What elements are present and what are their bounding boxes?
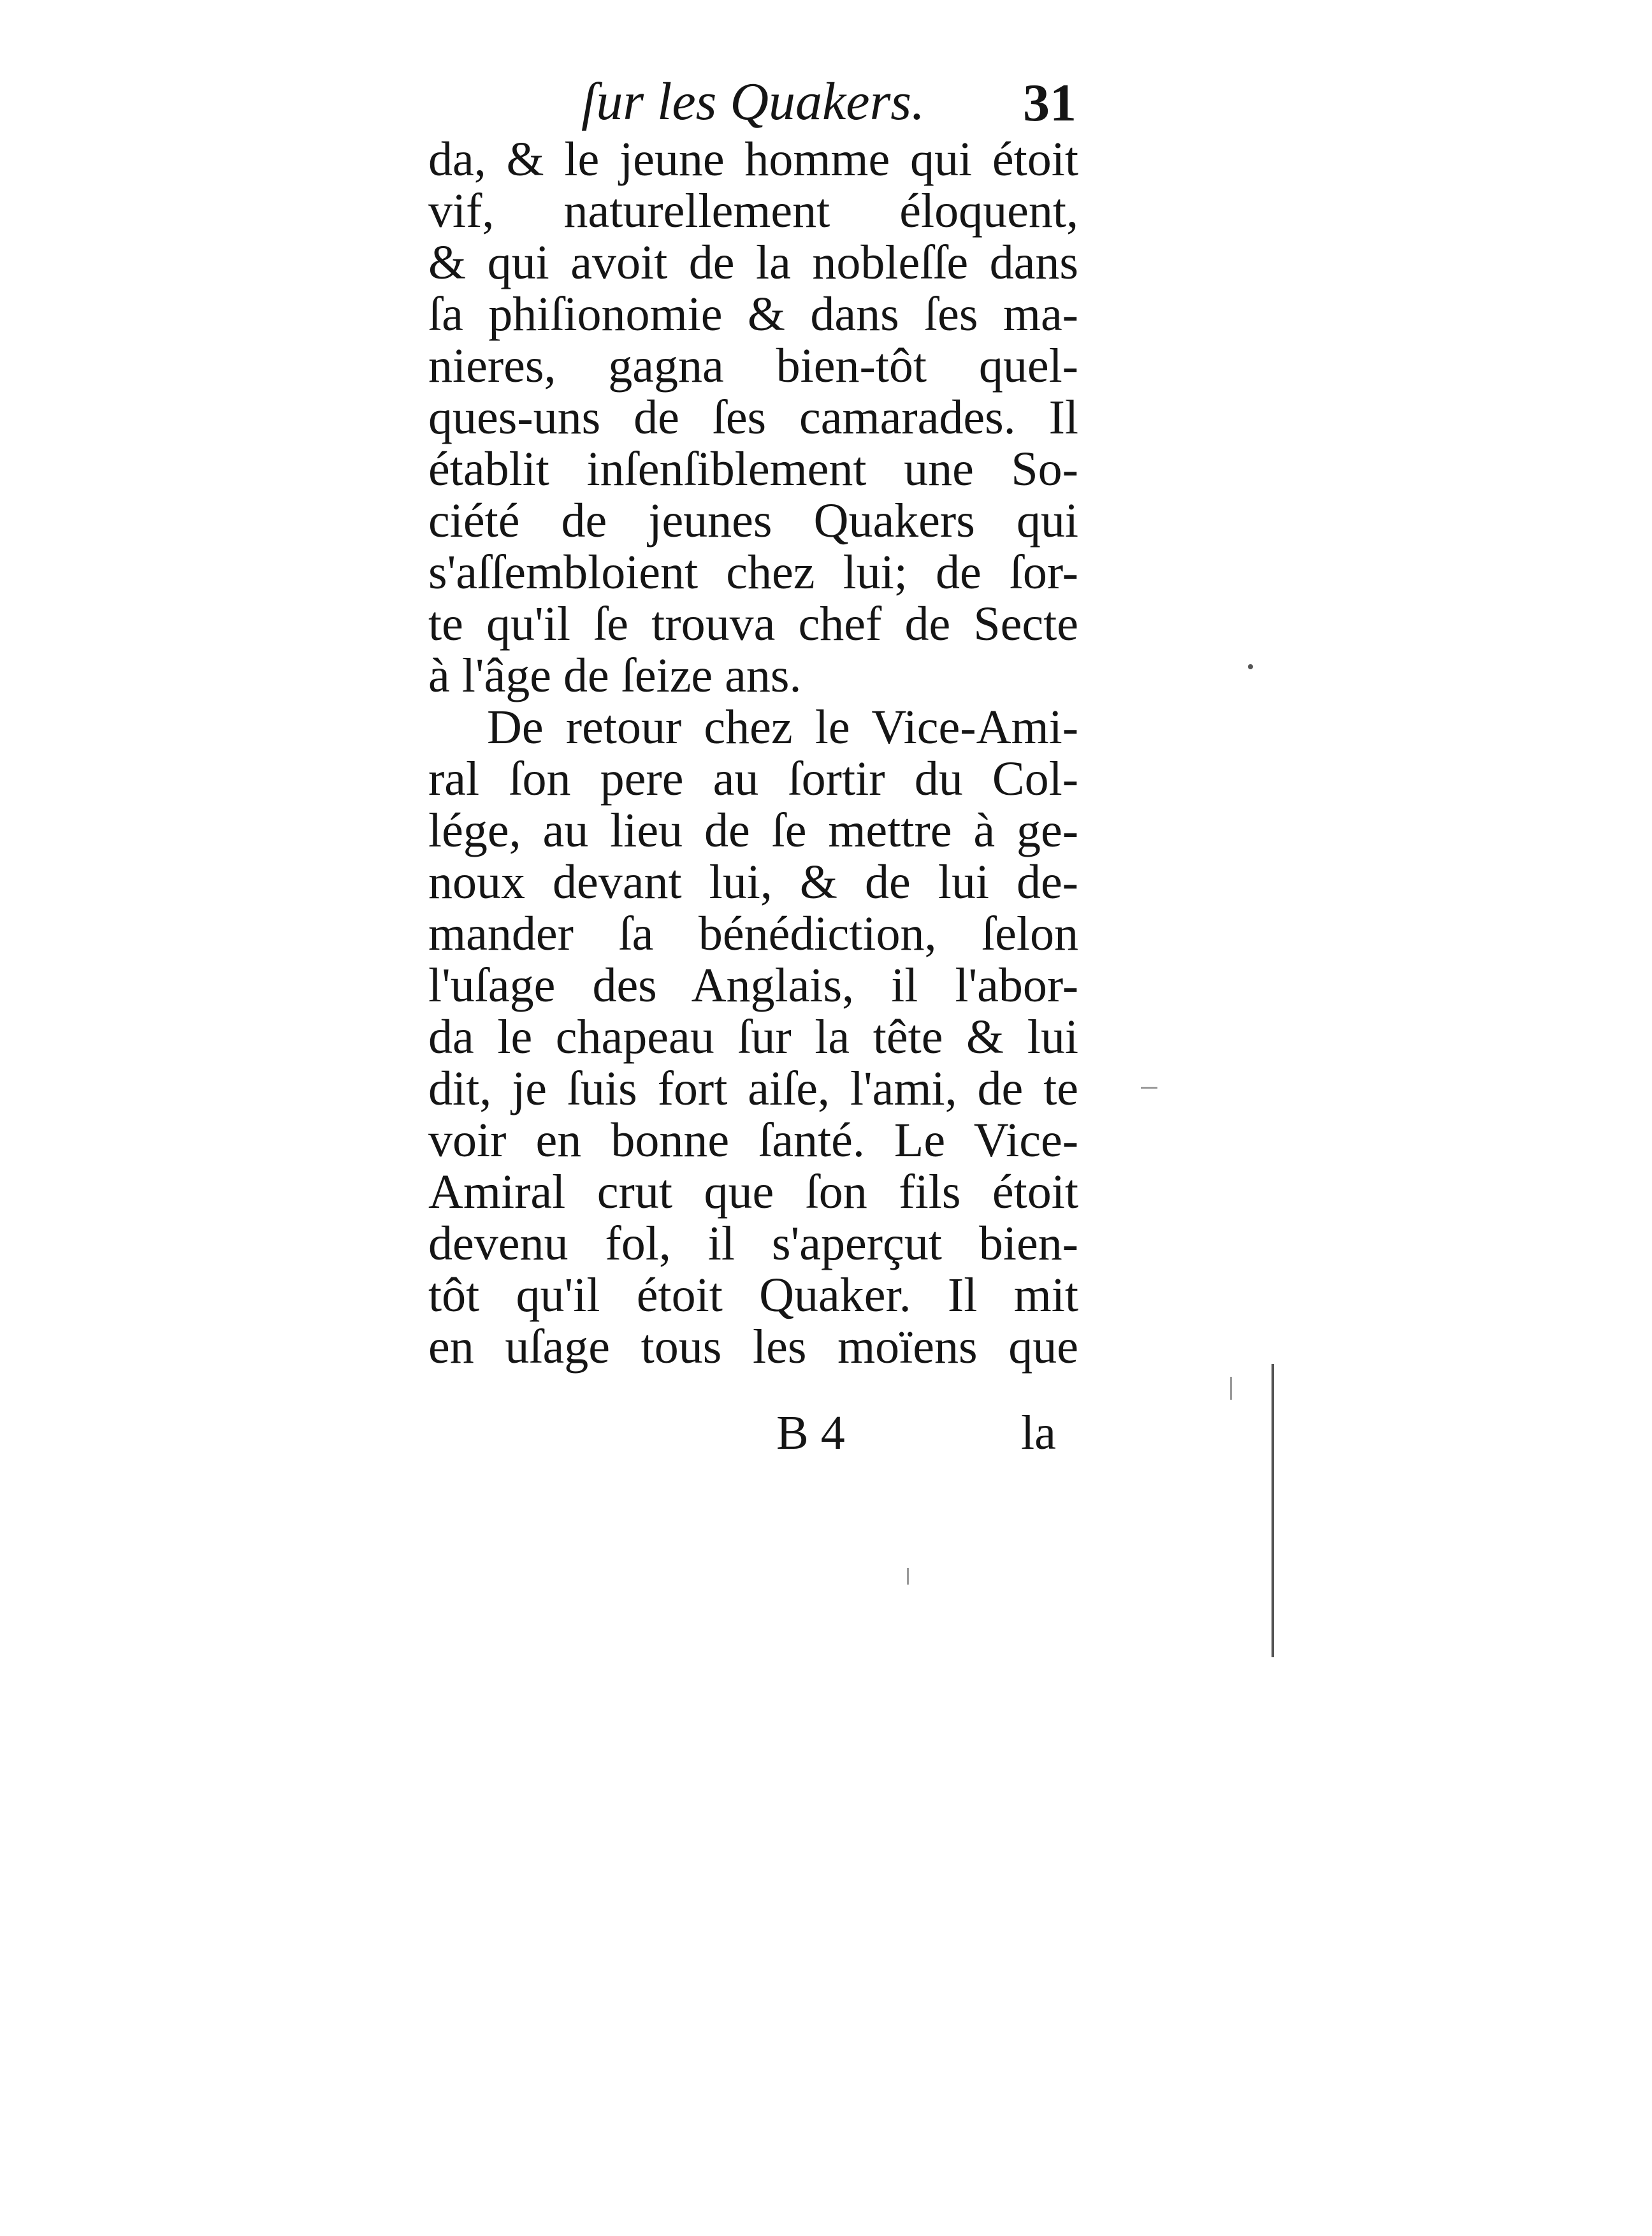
text-line: noux devant lui, & de lui de-: [428, 855, 1078, 909]
text-line: à l'âge de ſeize ans.: [428, 649, 802, 702]
text-line: ſa phiſionomie & dans ſes ma-: [428, 287, 1078, 341]
text-line: l'uſage des Anglais, il l'abor-: [428, 959, 1078, 1012]
page-number: 31: [1023, 73, 1076, 133]
text-line: dit, je ſuis fort aiſe, l'ami, de te: [428, 1062, 1078, 1115]
text-line: da le chapeau ſur la tête & lui: [428, 1010, 1078, 1064]
text-line: lége, au lieu de ſe mettre à ge-: [428, 804, 1078, 857]
text-line: De retour chez le Vice-Ami-: [487, 701, 1078, 754]
body-text: [428, 134, 1078, 1373]
text-line: ral ſon pere au ſortir du Col-: [428, 752, 1078, 806]
text-line: voir en bonne ſanté. Le Vice-: [428, 1114, 1078, 1167]
text-line: ciété de jeunes Quakers qui: [428, 494, 1078, 548]
scan-speck: [1230, 1377, 1232, 1400]
text-line: devenu fol, il s'aperçut bien-: [428, 1217, 1078, 1270]
text-line: tôt qu'il étoit Quaker. Il mit: [428, 1268, 1078, 1322]
signature-mark: B 4: [776, 1406, 845, 1460]
text-line: & qui avoit de la nobleſſe dans: [428, 236, 1078, 289]
text-line: en uſage tous les moïens que: [428, 1320, 1078, 1374]
scan-speck: [907, 1568, 909, 1585]
text-line: mander ſa bénédiction, ſelon: [428, 907, 1078, 961]
catchword: la: [1021, 1406, 1056, 1460]
text-line: Amiral crut que ſon fils étoit: [428, 1165, 1078, 1219]
text-line: te qu'il ſe trouva chef de Secte: [428, 597, 1078, 651]
scan-speck: [1248, 664, 1253, 669]
text-line: da, & le jeune homme qui étoit: [428, 133, 1078, 186]
text-line: ques-uns de ſes camarades. Il: [428, 391, 1078, 444]
scan-speck: [1141, 1087, 1157, 1089]
text-line: nieres, gagna bien-tôt quel-: [428, 339, 1078, 393]
scan-edge-mark: [1272, 1364, 1274, 1657]
running-title: ſur les Quakers.: [581, 72, 925, 131]
text-line: établit inſenſiblement une So-: [428, 442, 1078, 496]
text-line: s'aſſembloient chez lui; de ſor-: [428, 546, 1078, 599]
text-line: vif, naturellement éloquent,: [428, 184, 1078, 238]
